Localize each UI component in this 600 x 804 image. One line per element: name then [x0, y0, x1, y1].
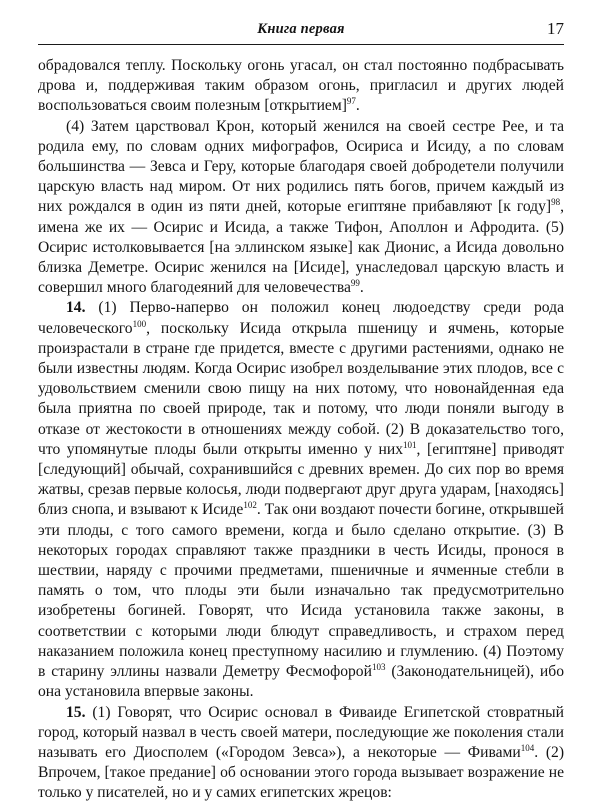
- footnote-ref: 98: [551, 197, 561, 208]
- paragraph: [38, 703, 564, 804]
- running-header: [38, 14, 564, 45]
- footnote-ref: 102: [243, 500, 257, 511]
- text-run: (Законодательницей), ибо она установила впервые законы.: [38, 663, 565, 701]
- text-run: (4) Затем царствовал Крон, который женился на своей сестре Рее, и та родила ему, по словам одних мифографов, Осириса и Исиду, а по словам большинства — Зевса и Геру, которые благодаря своей добродетели получили царскую власть над миром. От них родились пять богов, причем каждый из них рождался в один из пяти дней, которые египтяне прибавляют [к году]: [38, 117, 564, 216]
- text-run: . Так они воздают почести богине, открывшей эти плоды, с того самого времени, когда и было сделано открытие. (3) В некоторых городах справляют также праздники в честь Исиды, пронося в шествии, наряду с прочими предметами, пшеничные и ячменные стебли в память о том, что плоды эти были изначально так предусмотрительно изобретены богиней. Говорят, что Исида установила также законы, в соответствии с которыми люди блюдут справедливость, и страхом перед наказанием положила конец преступному насилию и глумлению. (4) Поэтому в старину эллины назвали Деметру Фесмофорой: [38, 501, 564, 681]
- text-run: .: [359, 279, 364, 297]
- footnote-ref: 103: [371, 661, 386, 672]
- footnote-ref: 104: [520, 742, 535, 753]
- text-run: обрадовался теплу. Поскольку огонь угасал, он стал постоянно подбрасывать дрова и, поддерживая таким образом огонь, пригласил и других людей воспользоваться своим полезным [открытием]: [38, 57, 564, 115]
- text-run: (1) Говорят, что Осирис основал в Фиваиде Египетской стовратный город, который назвал в честь своей матери, последующие же поколения стали называть его Диосполем («Городом Зевса»), а некоторые — Фивами: [38, 703, 564, 761]
- paragraph: [38, 56, 564, 117]
- footnote-ref: 100: [132, 318, 147, 329]
- footnote-ref: 97: [346, 96, 356, 107]
- text-run: .: [355, 97, 360, 115]
- paragraph: [38, 117, 564, 299]
- paragraph: [38, 298, 564, 702]
- page-number: 17: [547, 19, 564, 38]
- text-run: (1) Перво-наперво он положил конец людоедству среди рода человеческого: [38, 299, 564, 337]
- text-run: , [египтяне] приводят [следующий] обычай, сохранившийся с древних времен. До сих пор во время жатвы, срезав первые колосья, люди подвергают друг друга ударам, [находясь] близ снопа, и взывают к Исиде: [38, 440, 565, 519]
- chapter-number: 14.: [66, 299, 86, 317]
- text-run: . (2) Впрочем, [такое предание] об основании этого города вызывает возражение не только у писателей, но и у самих египетских жрецов:: [38, 743, 565, 802]
- chapter-number: 15.: [66, 703, 86, 721]
- running-title: Книга первая: [257, 21, 345, 37]
- body-text: [38, 56, 564, 804]
- footnote-ref: 99: [350, 278, 360, 289]
- footnote-ref: 101: [403, 439, 417, 450]
- text-run: , имена же их — Осирис и Исида, а также Тифон, Аполлон и Афродита. (5) Осирис истолковывается [на эллинском языке] как Дионис, а Исида довольно близка Деметре. Осирис женился на [Исиде], унаследовал царскую власть и совершил много благодеяний для человечества: [38, 198, 564, 297]
- text-run: , поскольку Исида открыла пшеницу и ячмень, которые произрастали в стране где придется, вместе с другими растениями, однако не были известны людям. Когда Осирис изобрел возделывание этих плодов, все с удовольствием сменили свою пищу на них потому, что новонайденная еда была приятна по своей природе, так и потому, что люди поняли выгоду в отказе от жестокости в отношениях между собой. (2) В доказательство того, что упомянутые плоды были открыты именно у них: [38, 319, 564, 458]
